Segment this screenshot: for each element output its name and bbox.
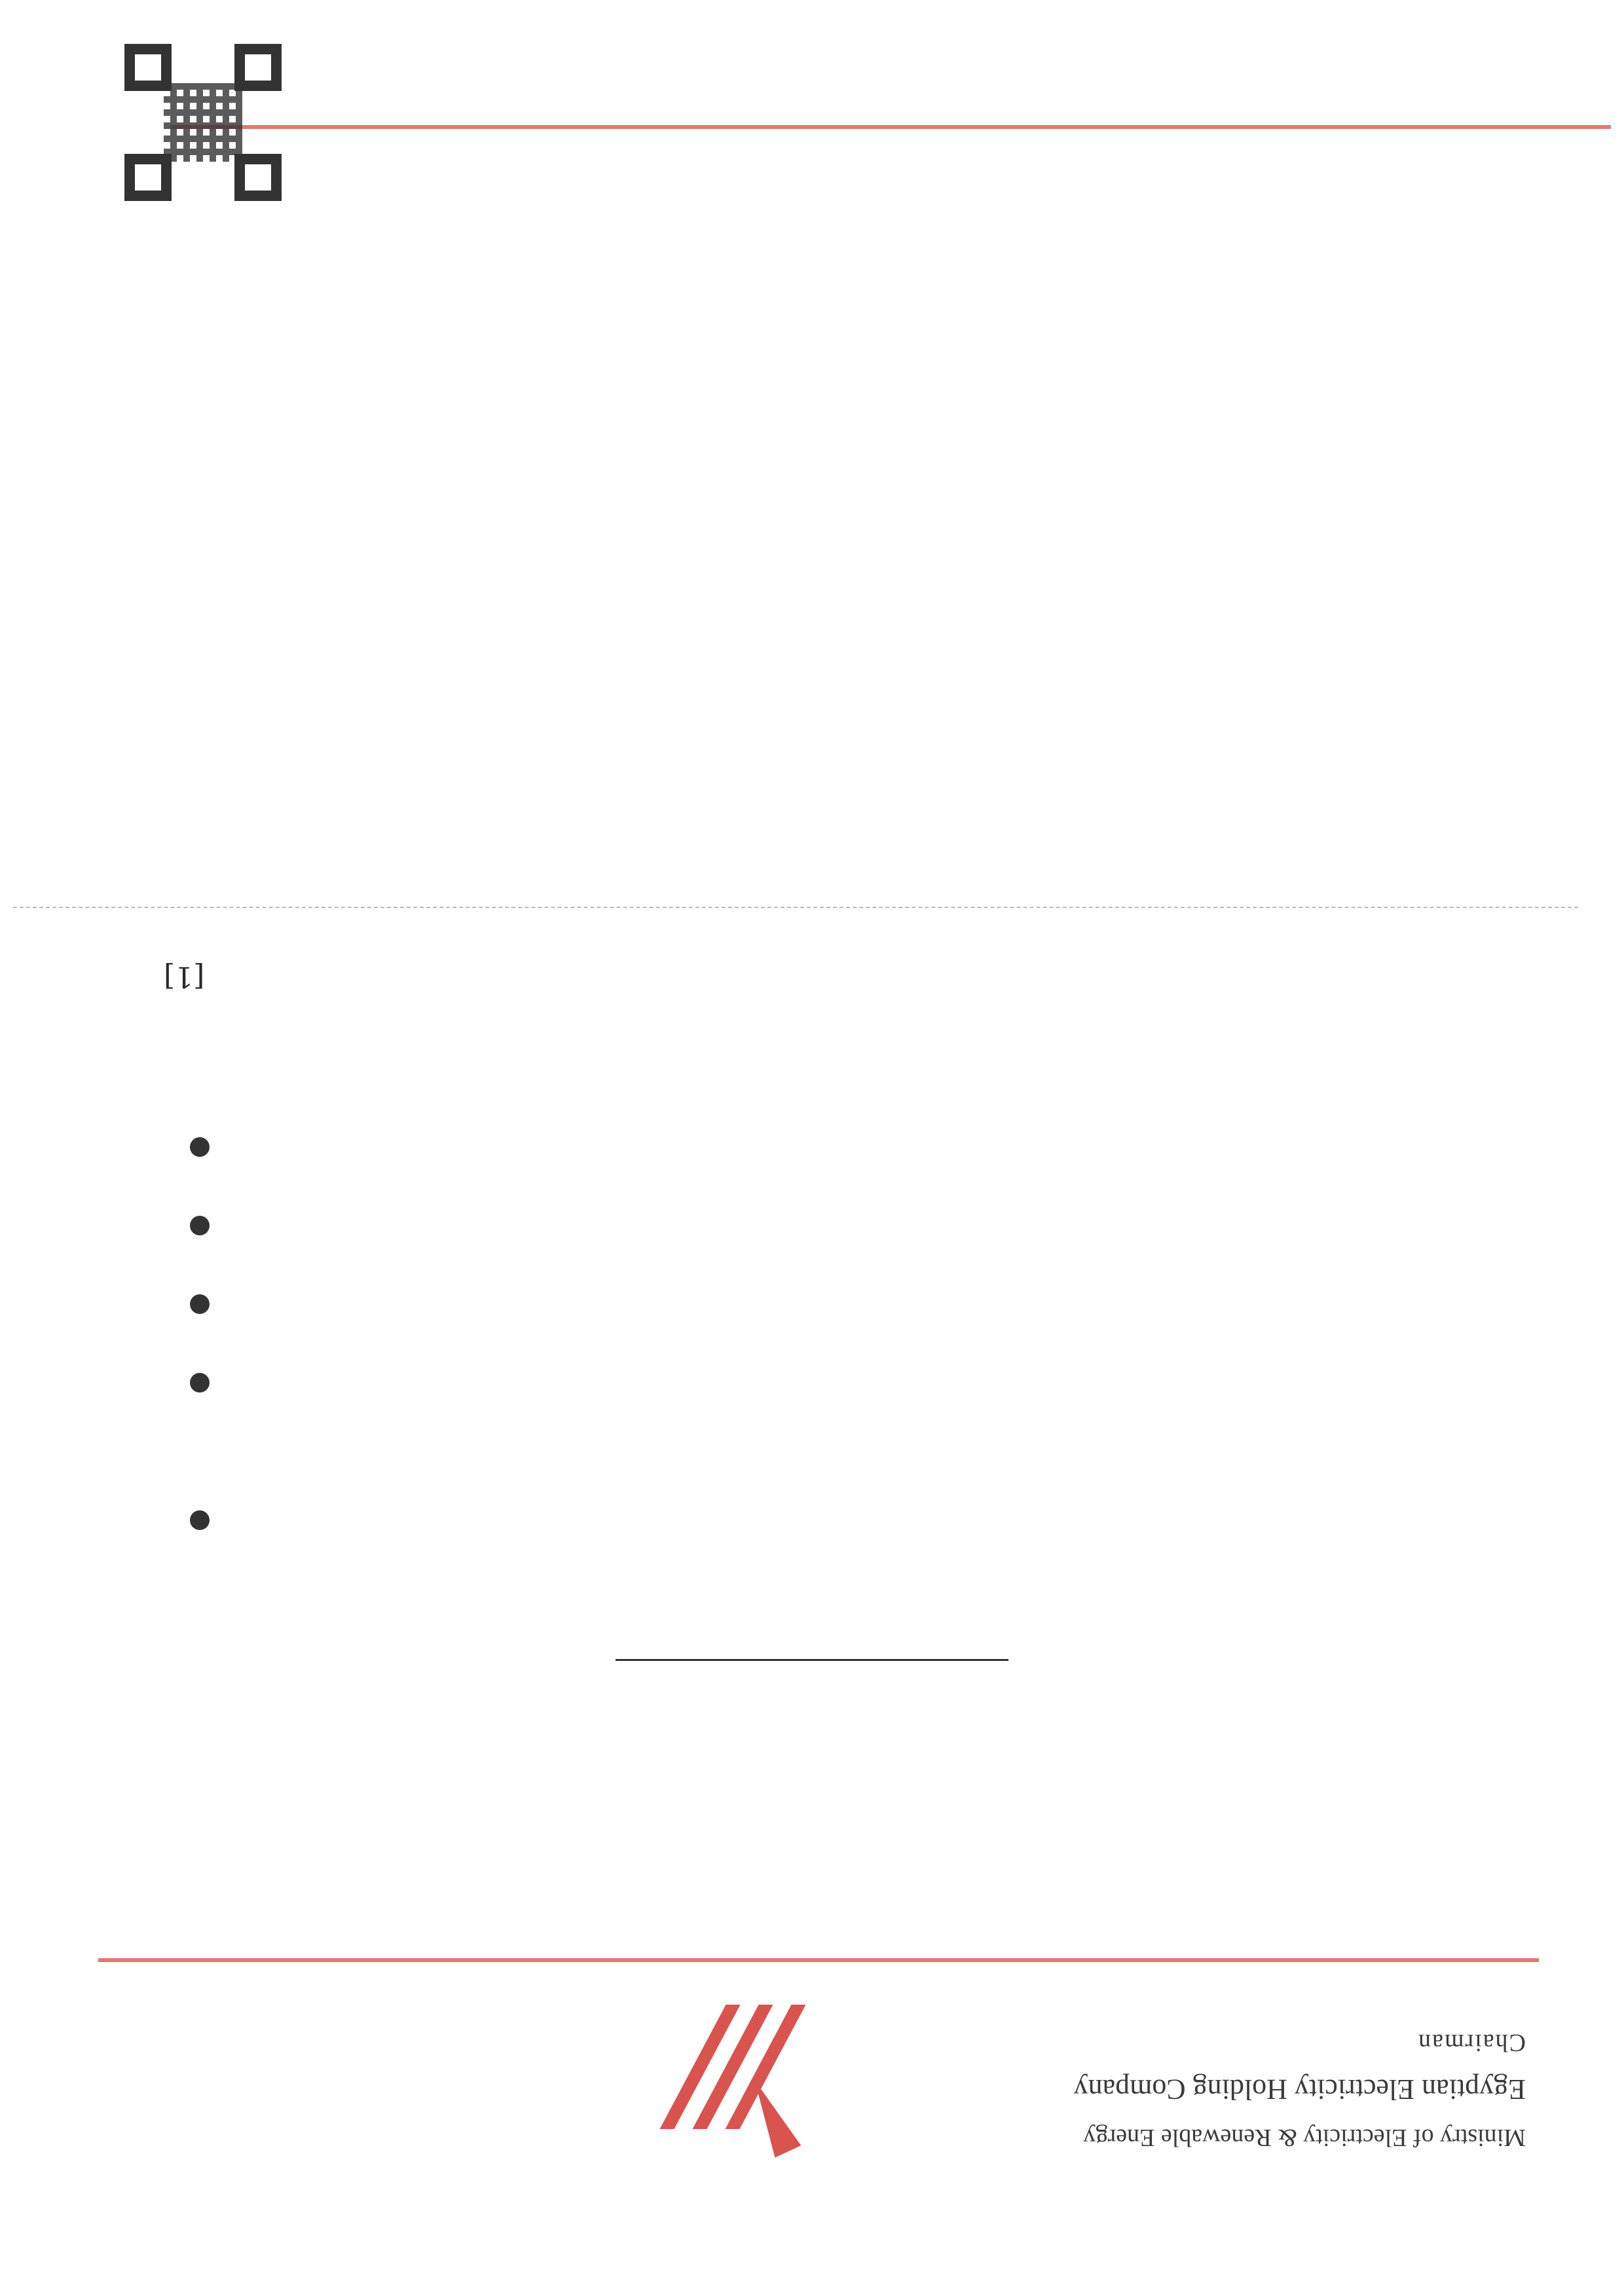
section-divider	[13, 907, 1578, 908]
company-name-en: Egyptian Electricity Holding Company	[1073, 2073, 1526, 2105]
header-divider	[98, 1958, 1539, 1962]
footer-divider	[170, 125, 1611, 129]
article-one	[164, 956, 1473, 996]
ministry-name-en: Ministry of Electricity & Renewable Energy	[1083, 2124, 1526, 2151]
committee-row	[92, 548, 1532, 600]
bullet-dot-icon	[190, 1510, 210, 1530]
committee-row	[92, 208, 1532, 260]
company-logo	[655, 1985, 812, 2155]
bullet-dot-icon	[190, 1373, 210, 1393]
committee-row	[92, 620, 1532, 672]
committee-row	[92, 483, 1532, 535]
article-bracket: [1]	[164, 960, 205, 993]
bullet-dot-icon	[190, 1294, 210, 1314]
qr-code-icon	[124, 44, 282, 201]
committee-row	[92, 273, 1532, 325]
bullet-dot-icon	[190, 1216, 210, 1235]
issue-date	[616, 1659, 1008, 1667]
committee-row	[92, 345, 1532, 397]
committee-row	[92, 692, 1532, 744]
committee-row	[92, 757, 1532, 810]
bullet-dot-icon	[190, 1137, 210, 1157]
committee-row	[92, 823, 1532, 875]
chairman-title-en: Chairman	[1417, 2029, 1526, 2056]
committee-row	[92, 410, 1532, 463]
